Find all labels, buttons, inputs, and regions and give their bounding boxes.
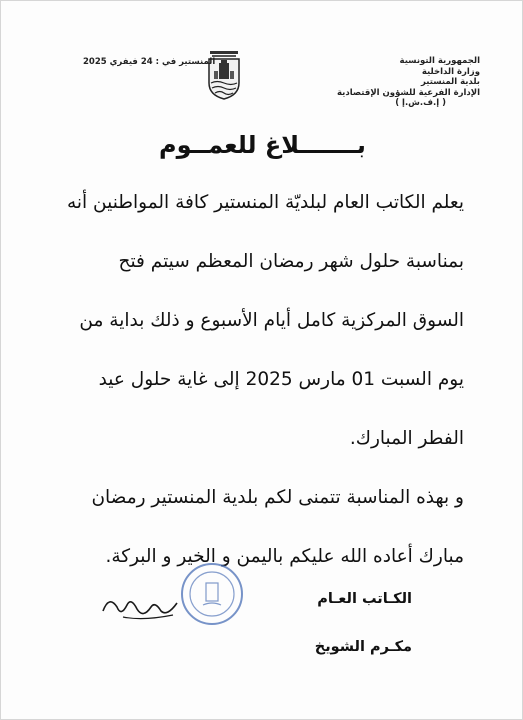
body-line: بمناسبة حلول شهر رمضان المعظم سيتم فتح bbox=[118, 251, 464, 272]
signatory-name: مكـرم الشويخ bbox=[314, 639, 412, 655]
signatory-role: الكـاتب العـام bbox=[317, 591, 412, 607]
notice-body bbox=[54, 173, 464, 586]
date-line: المنستير في : 24 فيفري 2025 bbox=[83, 57, 216, 67]
body-line: يوم السبت 01 مارس 2025 إلى غاية حلول عيد bbox=[98, 369, 464, 390]
department-name: الإدارة الفرعية للشؤون الإقتصادية bbox=[337, 87, 480, 98]
handwritten-signature bbox=[93, 587, 203, 627]
body-line: و بهذه المناسبة تتمنى لكم بلدية المنستير رمضان bbox=[91, 487, 464, 508]
letterhead bbox=[330, 56, 480, 109]
body-line: مبارك أعاده الله عليكم باليمن و الخير و البركة. bbox=[105, 546, 464, 567]
body-line: السوق المركزية كامل أيام الأسبوع و ذلك بداية من bbox=[79, 310, 464, 331]
reference-code: ( إ.ف.ش.إ ) bbox=[395, 98, 446, 108]
body-line: يعلم الكاتب العام لبلديّة المنستير كافة المواطنين أنه bbox=[66, 192, 464, 213]
republic-name: الجمهورية التونسية bbox=[399, 56, 480, 66]
body-line: الفطر المبارك. bbox=[349, 428, 464, 449]
signature-block bbox=[315, 575, 412, 671]
ministry-name: وزارة الداخلية bbox=[421, 66, 480, 77]
municipality-name: بلدية المنستير bbox=[420, 77, 480, 87]
notice-title: بـــــــلاغ للعمــوم bbox=[159, 131, 366, 159]
